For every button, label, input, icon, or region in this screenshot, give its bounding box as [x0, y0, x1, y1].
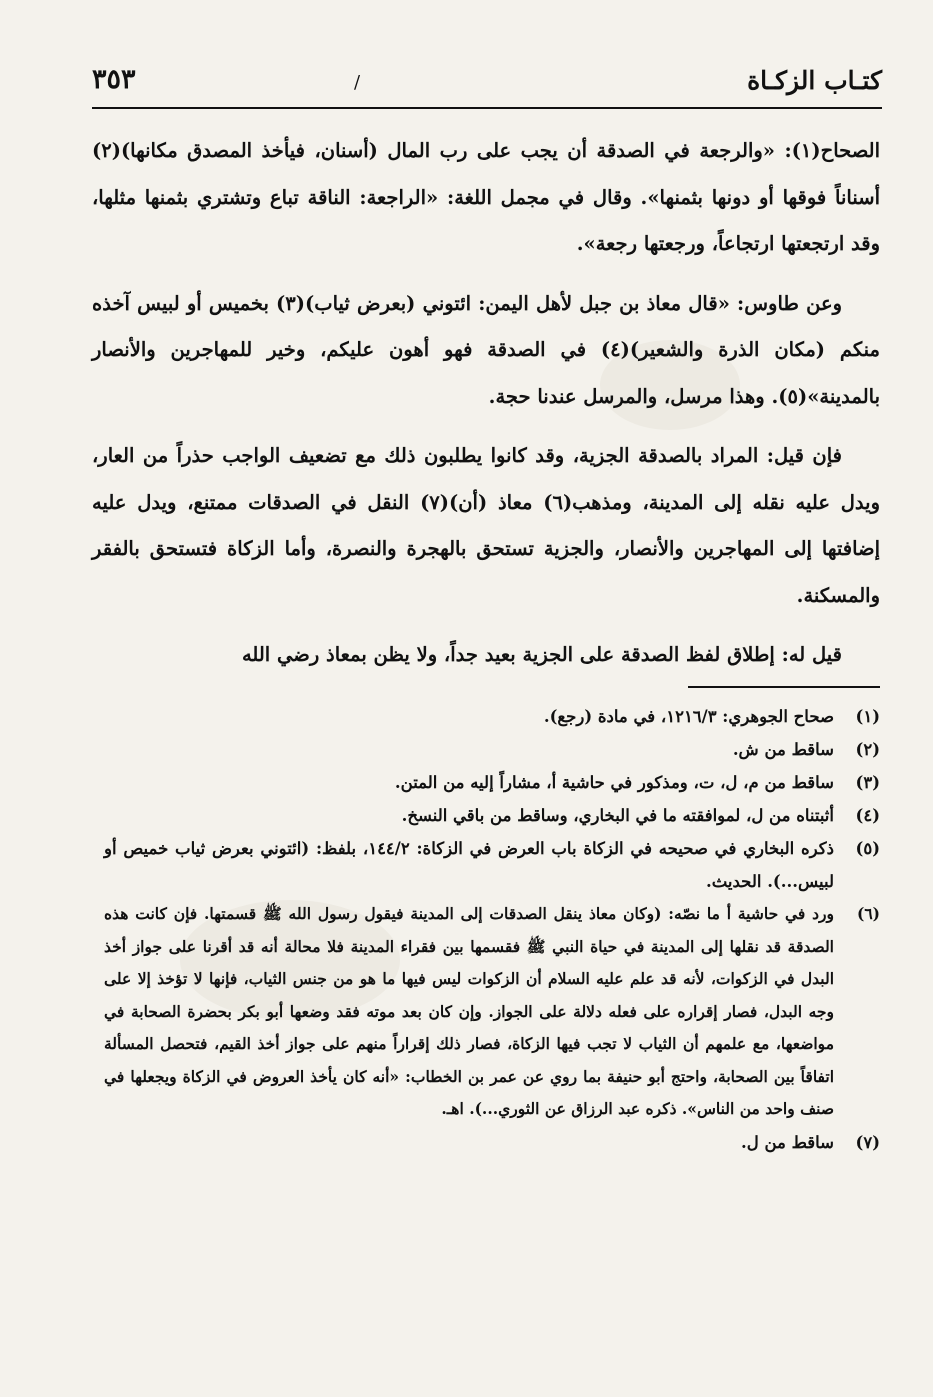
- footnote-text: ساقط من ش.: [732, 740, 834, 759]
- running-header: [92, 64, 882, 104]
- footnote: [104, 799, 880, 832]
- footnote: [104, 832, 880, 898]
- footnote-text: أثبتناه من ل، لموافقته ما في البخاري، وساقط من باقي النسخ.: [401, 806, 834, 825]
- footnote-separator: [688, 686, 880, 688]
- footnote-number: (٦): [856, 904, 880, 923]
- footnote-text: ذكره البخاري في صحيحه في الزكاة باب العرض في الزكاة: ١٤٤/٢، بلفظ: (ائتوني بعرض ثياب خميص أو لبيس...). الحديث.: [104, 839, 834, 891]
- main-text: [92, 128, 880, 692]
- footnote-text: ساقط من ل.: [740, 1132, 834, 1152]
- chapter-title: كتـاب الزكـاة: [747, 66, 882, 95]
- footnote: [104, 766, 880, 799]
- paragraph: وعن طاوس: «قال معاذ بن جبل لأهل اليمن: ائتوني (بعرض ثياب)(٣) بخميس أو لبيس آخذه منكم (مكان الذرة والشعير)(٤) في الصدقة فهو أهون عليكم، وخير للمهاجرين والأنصار بالمدينة»(٥). وهذا مرسل، والمرسل عندنا حجة.: [92, 291, 880, 408]
- paragraph: قيل له: إطلاق لفظ الصدقة على الجزية بعيد جداً، ولا يظن بمعاذ رضي الله: [241, 643, 842, 666]
- footnote: [104, 700, 880, 733]
- footnote-text: ورد في حاشية أ ما نصّه: (وكان معاذ ينقل الصدقات إلى المدينة فيقول رسول الله ﷺ قسمتها. فإن كانت هذه الصدقة قد نقلها إلى المدينة في حياة النبي ﷺ فقسمها بين فقراء المدينة فلا محالة أنه قد أقرنا على جواز أخذ البدل في الزكوات، لأنه قد علم عليه السلام أن الزكوات ليس فيها ما هو من جنس الثياب، فإنها لا تؤخذ إلا على وجه البدل، فصار إقراره على فعله دلالة على الجواز. وإن كان بعد موته فقد وضعها أبو بكر بحضرة الصحابة في مواضعها، مع علمهم أن الثياب لا تجب فيها الزكاة، فصار ذلك إقراراً منهم على جواز أخذ القيم، فتحصل المسألة اتفاقاً بين الصحابة، واحتج أبو حنيفة بما روي عن عمر بن الخطاب: «أنه كان يأخذ العروض في الزكاة ويجعلها في صنف واحد من الناس». ذكره عبد الرزاق عن الثوري...). اهـ.: [104, 904, 834, 1118]
- header-mark: /: [354, 72, 361, 93]
- footnote-number: (٢): [855, 740, 880, 759]
- footnote: [104, 733, 880, 766]
- footnote-text: ساقط من م، ل، ت، ومذكور في حاشية أ، مشاراً إليه من المتن.: [394, 773, 834, 792]
- paragraph: الصحاح(١): «والرجعة في الصدقة أن يجب على رب المال (أسنان، فيأخذ المصدق مكانها)(٢) أسناناً فوقها أو دونها بثمنها». وقال في مجمل اللغة: «الراجعة: الناقة تباع وتشتري بثمنها مثلها، وقد ارتجعتها ارتجاعاً، ورجعتها رجعة».: [92, 139, 880, 255]
- footnote-number: (١): [855, 707, 880, 726]
- paragraph: فإن قيل: المراد بالصدقة الجزية، وقد كانوا يطلبون ذلك مع تضعيف الواجب حذراً من العار، ويدل عليه نقله إلى المدينة، ومذهب(٦) معاذ (أن)(٧) النقل في الصدقات ممتنع، ويدل عليه إضافتها إلى المهاجرين والأنصار، والجزية تستحق بالهجرة والنصرة، وأما الزكاة فتستحق بالفقر والمسكنة.: [92, 444, 880, 607]
- page-number: ٣٥٣: [92, 64, 136, 95]
- header-rule: [92, 107, 882, 109]
- footnote: [104, 1126, 880, 1159]
- footnote-text: صحاح الجوهري: ١٢١٦/٣، في مادة (رجع).: [543, 707, 834, 726]
- footnote-number: (٥): [855, 839, 880, 858]
- footnote-number: (٤): [855, 806, 880, 825]
- footnote: [104, 898, 880, 1126]
- footnotes: [104, 700, 880, 1159]
- footnote-number: (٧): [855, 1132, 880, 1152]
- footnote-number: (٣): [855, 773, 880, 792]
